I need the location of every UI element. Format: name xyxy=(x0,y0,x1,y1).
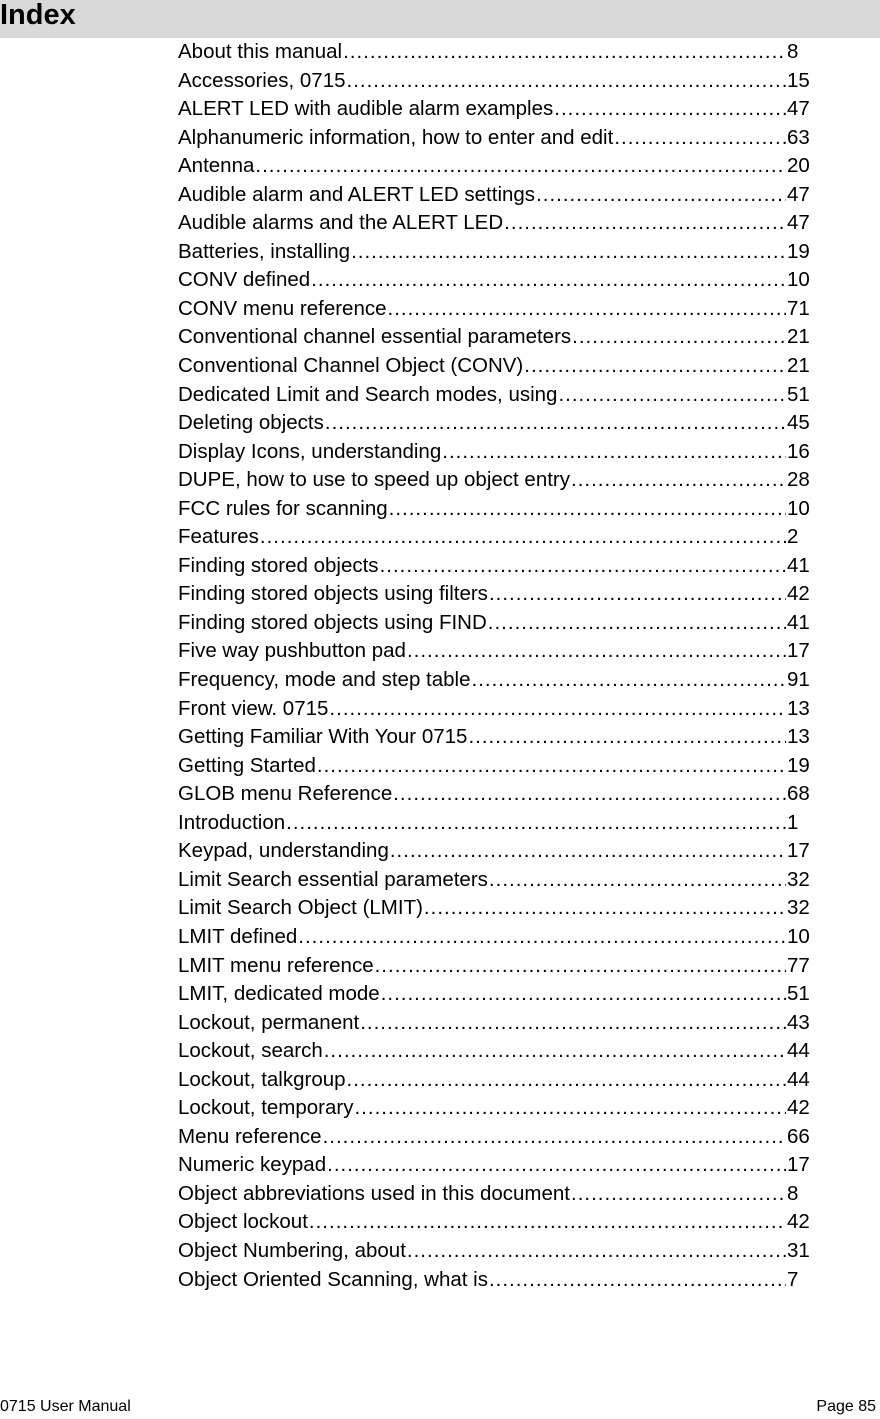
index-entry-page: 77 xyxy=(787,953,810,977)
index-entry-label: LMIT, dedicated mode xyxy=(178,982,380,1006)
index-entry-label: Getting Started xyxy=(178,753,316,777)
index-entry-label: Accessories, 0715 xyxy=(178,68,346,92)
index-entry-label: Lockout, talkgroup xyxy=(178,1067,346,1091)
index-entry-label: Conventional Channel Object (CONV) xyxy=(178,354,524,378)
index-entry-label: About this manual xyxy=(178,40,343,63)
dot-leader xyxy=(489,1266,786,1294)
index-entry-page: 68 xyxy=(787,782,810,806)
index-entry xyxy=(178,1208,812,1237)
dot-leader xyxy=(558,381,786,409)
dot-leader xyxy=(325,409,786,437)
index-entry-page: 1 xyxy=(787,810,799,834)
index-entry xyxy=(178,837,812,866)
index-entry-label: CONV defined xyxy=(178,268,311,292)
dot-leader xyxy=(389,495,786,523)
dot-leader xyxy=(572,323,786,351)
index-entry-label: Object Oriented Scanning, what is xyxy=(178,1267,488,1291)
index-entry-page: 13 xyxy=(787,725,810,749)
index-entry-page: 21 xyxy=(787,325,810,349)
index-entry-label: Finding stored objects using filters xyxy=(178,582,488,606)
index-entry-page: 19 xyxy=(787,753,810,777)
dot-leader xyxy=(381,980,786,1008)
index-entry xyxy=(178,1123,812,1152)
dot-leader xyxy=(360,1009,786,1037)
dot-leader xyxy=(388,295,786,323)
index-entry xyxy=(178,1094,812,1123)
dot-leader xyxy=(311,266,786,294)
index-entry-label: Audible alarms and the ALERT LED xyxy=(178,211,504,235)
index-entry-page: 8 xyxy=(787,40,799,63)
index-entry xyxy=(178,238,812,267)
index-entry-label: Audible alarm and ALERT LED settings xyxy=(178,182,536,206)
index-entry-label: GLOB menu Reference xyxy=(178,782,393,806)
index-entry xyxy=(178,1037,812,1066)
index-entry-page: 13 xyxy=(787,696,810,720)
index-entry xyxy=(178,95,812,124)
index-entry-page: 51 xyxy=(787,382,810,406)
index-entry-label: FCC rules for scanning xyxy=(178,496,388,520)
index-entry-page: 32 xyxy=(787,867,810,891)
index-entry xyxy=(178,67,812,96)
index-entry-label: Alphanumeric information, how to enter and edit xyxy=(178,125,614,149)
index-entry-label: ALERT LED with audible alarm examples xyxy=(178,97,554,121)
index-entry xyxy=(178,381,812,410)
dot-leader xyxy=(354,1094,786,1122)
index-entry-label: Lockout, temporary xyxy=(178,1096,354,1120)
index-entry-page: 10 xyxy=(787,924,810,948)
index-entry xyxy=(178,323,812,352)
dot-leader xyxy=(442,438,786,466)
dot-leader xyxy=(489,580,786,608)
index-entry-label: Object Numbering, about xyxy=(178,1238,406,1262)
index-entry xyxy=(178,952,812,981)
dot-leader xyxy=(343,38,786,66)
dot-leader xyxy=(407,637,786,665)
index-entry-page: 91 xyxy=(787,668,810,692)
index-entry-page: 51 xyxy=(787,982,810,1006)
dot-leader xyxy=(504,209,786,237)
dot-leader xyxy=(571,1180,786,1208)
index-entry xyxy=(178,1151,812,1180)
index-entry xyxy=(178,637,812,666)
index-entry xyxy=(178,466,812,495)
dot-leader xyxy=(329,695,786,723)
index-entry-page: 47 xyxy=(787,97,810,121)
footer-manual-name: 0715 User Manual xyxy=(0,1398,131,1415)
index-entry xyxy=(178,866,812,895)
index-entry-label: Numeric keypad xyxy=(178,1153,327,1177)
index-entry xyxy=(178,723,812,752)
index-entry-page: 42 xyxy=(787,1210,810,1234)
index-entry-page: 47 xyxy=(787,182,810,206)
index-entry-page: 7 xyxy=(787,1267,799,1291)
dot-leader xyxy=(571,466,786,494)
index-entry-page: 28 xyxy=(787,468,810,492)
index-entry-page: 44 xyxy=(787,1039,810,1063)
index-entry xyxy=(178,1237,812,1266)
index-entry xyxy=(178,980,812,1009)
dot-leader xyxy=(488,609,786,637)
index-entry-label: Conventional channel essential parameters xyxy=(178,325,572,349)
dot-leader xyxy=(255,152,786,180)
dot-leader xyxy=(614,124,786,152)
dot-leader xyxy=(309,1208,786,1236)
index-entry-label: Antenna xyxy=(178,154,255,178)
index-entry xyxy=(178,38,812,67)
dot-leader xyxy=(351,238,786,266)
index-entry xyxy=(178,1066,812,1095)
index-entry-label: Object lockout xyxy=(178,1210,308,1234)
index-entry-page: 2 xyxy=(787,525,799,549)
index-entry xyxy=(178,181,812,210)
index-entry-label: Batteries, installing xyxy=(178,239,351,263)
index-entry-page: 43 xyxy=(787,1010,810,1034)
index-entry-page: 32 xyxy=(787,896,810,920)
index-entry-page: 8 xyxy=(787,1181,799,1205)
index-entry-label: Front view. 0715 xyxy=(178,696,329,720)
index-entry-label: Deleting objects xyxy=(178,411,324,435)
index-entry-label: Lockout, permanent xyxy=(178,1010,360,1034)
dot-leader xyxy=(298,923,786,951)
index-entry xyxy=(178,780,812,809)
dot-leader xyxy=(375,952,786,980)
index-entry xyxy=(178,295,812,324)
index-entry xyxy=(178,1009,812,1038)
dot-leader xyxy=(536,181,786,209)
index-entry xyxy=(178,1266,812,1295)
index-entry-label: Getting Familiar With Your 0715 xyxy=(178,725,468,749)
index-entry-page: 31 xyxy=(787,1238,810,1262)
index-entry-label: LMIT defined xyxy=(178,924,298,948)
index-entry-page: 10 xyxy=(787,496,810,520)
page-title: Index xyxy=(0,0,76,31)
index-entry-label: Menu reference xyxy=(178,1124,322,1148)
index-entry-page: 17 xyxy=(787,639,810,663)
index-entry-label: LMIT menu reference xyxy=(178,953,374,977)
index-entry-label: Finding stored objects using FIND xyxy=(178,610,487,634)
index-entry-page: 44 xyxy=(787,1067,810,1091)
dot-leader xyxy=(554,95,786,123)
dot-leader xyxy=(424,894,786,922)
index-entry xyxy=(178,409,812,438)
index-list xyxy=(178,38,812,1294)
dot-leader xyxy=(472,666,787,694)
index-entry-label: Five way pushbutton pad xyxy=(178,639,406,663)
index-entry-label: Frequency, mode and step table xyxy=(178,668,471,692)
index-entry xyxy=(178,152,812,181)
index-entry-page: 63 xyxy=(787,125,810,149)
index-entry-label: Object abbreviations used in this document xyxy=(178,1181,571,1205)
index-entry xyxy=(178,352,812,381)
dot-leader xyxy=(286,809,786,837)
index-entry-page: 41 xyxy=(787,610,810,634)
index-entry-page: 20 xyxy=(787,154,810,178)
dot-leader xyxy=(393,780,786,808)
dot-leader xyxy=(489,866,786,894)
dot-leader xyxy=(347,1066,786,1094)
index-entry-label: Finding stored objects xyxy=(178,553,379,577)
index-entry-page: 66 xyxy=(787,1124,810,1148)
index-entry-label: Keypad, understanding xyxy=(178,839,389,863)
dot-leader xyxy=(327,1151,786,1179)
dot-leader xyxy=(347,67,786,95)
dot-leader xyxy=(260,523,786,551)
index-entry-page: 10 xyxy=(787,268,810,292)
index-entry xyxy=(178,438,812,467)
index-entry xyxy=(178,809,812,838)
index-header-bar xyxy=(0,0,880,38)
index-entry xyxy=(178,666,812,695)
index-entry-page: 17 xyxy=(787,839,810,863)
index-entry-label: CONV menu reference xyxy=(178,296,387,320)
index-entry-label: Limit Search essential parameters xyxy=(178,867,488,891)
index-entry xyxy=(178,209,812,238)
index-entry xyxy=(178,752,812,781)
index-entry-page: 47 xyxy=(787,211,810,235)
index-entry-label: DUPE, how to use to speed up object entry xyxy=(178,468,571,492)
index-entry-page: 21 xyxy=(787,354,810,378)
index-entry xyxy=(178,609,812,638)
dot-leader xyxy=(468,723,786,751)
index-entry xyxy=(178,1180,812,1209)
dot-leader xyxy=(317,752,786,780)
index-entry-page: 41 xyxy=(787,553,810,577)
index-entry-label: Dedicated Limit and Search modes, using xyxy=(178,382,558,406)
dot-leader xyxy=(407,1237,786,1265)
dot-leader xyxy=(324,1037,786,1065)
index-entry xyxy=(178,580,812,609)
index-entry xyxy=(178,923,812,952)
index-entry-page: 16 xyxy=(787,439,810,463)
index-entry xyxy=(178,124,812,153)
index-entry xyxy=(178,495,812,524)
index-entry-label: Introduction xyxy=(178,810,286,834)
dot-leader xyxy=(524,352,786,380)
dot-leader xyxy=(323,1123,786,1151)
index-entry xyxy=(178,266,812,295)
index-entry-page: 45 xyxy=(787,411,810,435)
index-entry xyxy=(178,552,812,581)
index-entry xyxy=(178,894,812,923)
footer-page-number: Page 85 xyxy=(816,1398,876,1415)
index-entry-page: 42 xyxy=(787,582,810,606)
index-entry-page: 15 xyxy=(787,68,810,92)
index-entry-page: 17 xyxy=(787,1153,810,1177)
index-entry-label: Limit Search Object (LMIT) xyxy=(178,896,423,920)
index-entry-page: 71 xyxy=(787,296,810,320)
index-entry-label: Lockout, search xyxy=(178,1039,323,1063)
index-entry-label: Display Icons, understanding xyxy=(178,439,442,463)
dot-leader xyxy=(390,837,786,865)
index-entry xyxy=(178,695,812,724)
index-entry-page: 42 xyxy=(787,1096,810,1120)
index-entry-label: Features xyxy=(178,525,259,549)
dot-leader xyxy=(380,552,786,580)
index-entry xyxy=(178,523,812,552)
index-entry-page: 19 xyxy=(787,239,810,263)
